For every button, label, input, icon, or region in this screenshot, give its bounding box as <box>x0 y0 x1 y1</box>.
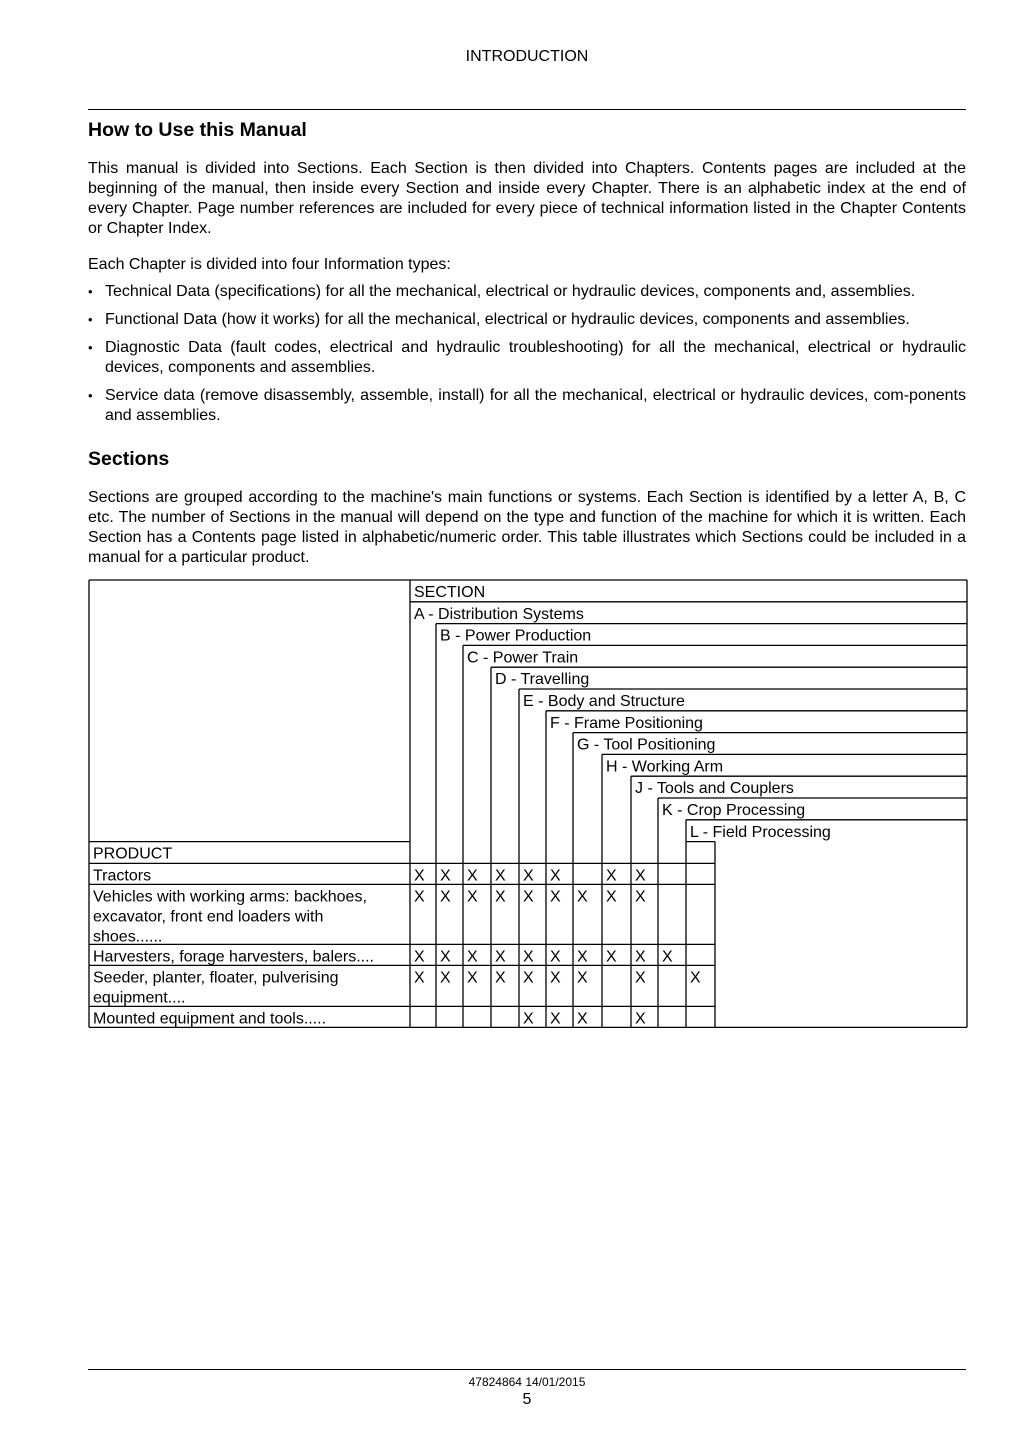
product-name: excavator, front end loaders with <box>93 908 324 926</box>
section-mark: X <box>467 969 478 987</box>
section-mark: X <box>495 888 506 906</box>
product-header-label: PRODUCT <box>93 845 173 863</box>
sections-intro: Sections are grouped according to the machine's main functions or systems. Each Section is identified by a letter A, B, C etc. The number of Sections in the manual will depend on the type and function of the machine for which it is written. Each Section has a Contents page listed in alphabetic/numeric order. This table illustrates which Sections could be included in a manual for a particular product. <box>88 489 966 566</box>
section-mark: X <box>523 867 534 885</box>
section-heading: D - Travelling <box>495 671 590 689</box>
section-mark: X <box>577 888 588 906</box>
section-mark: X <box>523 1010 534 1028</box>
section-mark: X <box>495 867 506 885</box>
section-mark: X <box>523 948 534 966</box>
section-mark: X <box>440 948 451 966</box>
section-mark: X <box>550 1010 561 1028</box>
section-mark: X <box>414 867 425 885</box>
section-heading: H - Working Arm <box>606 758 724 776</box>
section-mark: X <box>523 888 534 906</box>
section-mark: X <box>550 969 561 987</box>
section-mark: X <box>523 969 534 987</box>
section-mark: X <box>577 1010 588 1028</box>
section-mark: X <box>635 1010 646 1028</box>
list-item: • Functional Data (how it works) for all the mechanical, electrical or hydraulic devices, components and assemblies. <box>88 310 966 330</box>
section-heading: F - Frame Positioning <box>550 714 703 732</box>
footer-reference: 47824864 14/01/2015 <box>468 1375 586 1389</box>
how-to-intro: This manual is divided into Sections. Each Section is then divided into Chapters. Contents pages are included at the beginning of the manual, then inside every Section and inside every Chapter. There is an alphabetic index at the end of every Chapter. Page number references are included for every piece of technical information listed in the Chapter Contents or Chapter Index. <box>88 160 966 237</box>
section-mark: X <box>635 888 646 906</box>
product-name: shoes...... <box>93 928 163 946</box>
section-heading: E - Body and Structure <box>523 693 685 710</box>
section-heading: K - Crop Processing <box>662 802 806 819</box>
section-mark: X <box>440 969 451 987</box>
section-mark: X <box>414 948 425 966</box>
section-mark: X <box>606 867 617 885</box>
section-mark: X <box>635 969 646 987</box>
section-mark: X <box>550 948 561 966</box>
product-name: Tractors <box>93 867 152 885</box>
section-mark: X <box>635 867 646 885</box>
section-heading: A - Distribution Systems <box>414 605 584 623</box>
footer-rule <box>88 1369 966 1370</box>
section-heading: G - Tool Positioning <box>577 736 716 754</box>
product-name: Mounted equipment and tools..... <box>93 1010 327 1028</box>
section-mark: X <box>577 969 588 987</box>
running-header: INTRODUCTION <box>465 48 589 65</box>
product-name: Seeder, planter, floater, pulverising <box>93 969 339 987</box>
section-matrix-table <box>88 579 968 1031</box>
section-heading: J - Tools and Couplers <box>635 780 794 798</box>
section-mark: X <box>467 948 478 966</box>
section-mark: X <box>414 888 425 906</box>
section-mark: X <box>440 888 451 906</box>
section-mark: X <box>662 948 673 966</box>
section-mark: X <box>440 867 451 885</box>
section-mark: X <box>606 888 617 906</box>
section-mark: X <box>690 969 701 987</box>
section-mark: X <box>550 867 561 885</box>
section-mark: X <box>495 969 506 987</box>
section-mark: X <box>467 888 478 906</box>
section-heading: B - Power Production <box>440 627 592 645</box>
list-item: • Technical Data (specifications) for all the mechanical, electrical or hydraulic devices, components and, assemblies. <box>88 282 966 302</box>
section-mark: X <box>606 948 617 966</box>
list-item: • Diagnostic Data (fault codes, electrical and hydraulic troubleshooting) for all the mechanical, electrical or hydraulic devices, components and assemblies. <box>88 338 966 378</box>
header-rule <box>88 109 966 110</box>
product-name: Vehicles with working arms: backhoes, <box>93 888 367 906</box>
list-item: • Service data (remove disassembly, assemble, install) for all the mechanical, electrical or hydraulic devices, com-ponents and assemblies. <box>88 386 966 426</box>
info-types-list <box>88 282 966 434</box>
section-mark: X <box>550 888 561 906</box>
section-mark: X <box>577 948 588 966</box>
section-mark: X <box>414 969 425 987</box>
section-heading: C - Power Train <box>467 649 579 667</box>
product-name: equipment.... <box>93 989 186 1007</box>
section-mark: X <box>495 948 506 966</box>
sections-heading: Sections <box>88 448 170 470</box>
section-header-label: SECTION <box>414 584 486 601</box>
section-mark: X <box>635 948 646 966</box>
section-mark: X <box>467 867 478 885</box>
section-heading: L - Field Processing <box>690 823 831 841</box>
product-name: Harvesters, forage harvesters, balers.... <box>93 948 374 966</box>
info-types-intro: Each Chapter is divided into four Information types: <box>88 256 451 273</box>
how-to-heading: How to Use this Manual <box>88 119 307 141</box>
page-number: 5 <box>522 1391 532 1408</box>
